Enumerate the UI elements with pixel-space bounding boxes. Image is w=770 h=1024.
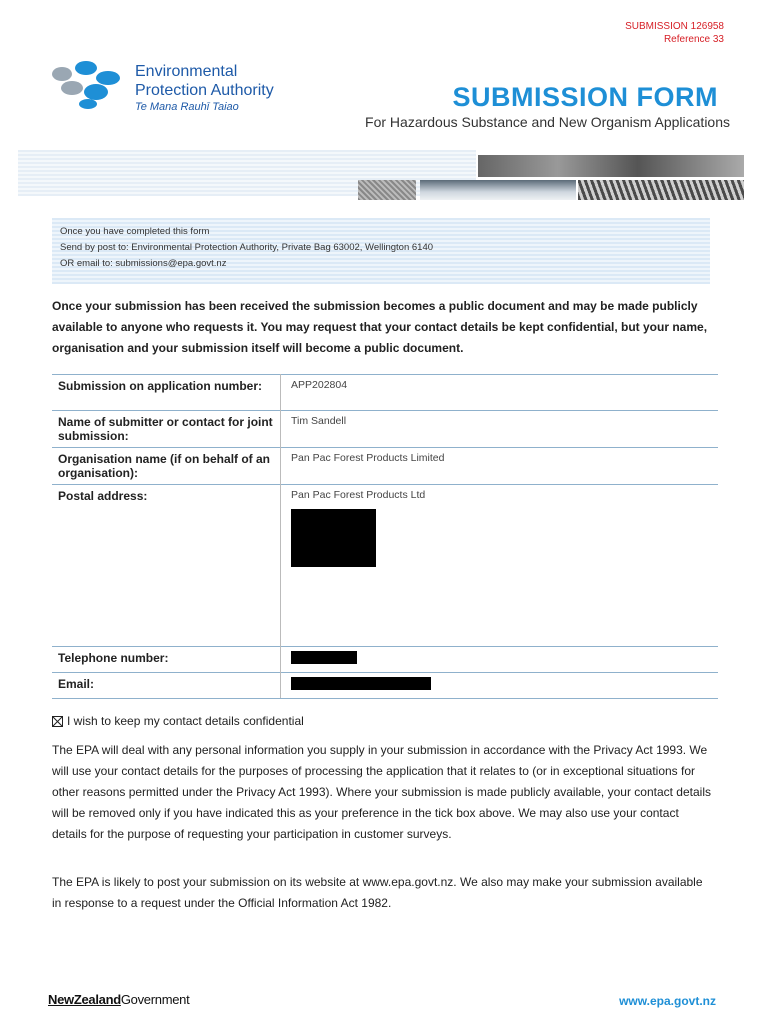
submitter-name-value[interactable]: Tim Sandell bbox=[281, 411, 719, 448]
submission-number: SUBMISSION 126958 bbox=[625, 21, 724, 32]
banner-fern-image bbox=[578, 180, 744, 200]
email-label: Email: bbox=[52, 673, 281, 699]
nz-government-logo-nz: NewZealand bbox=[48, 992, 121, 1007]
application-number-value[interactable]: APP202804 bbox=[281, 375, 719, 411]
email-field[interactable] bbox=[281, 673, 719, 699]
org-maori-name: Te Mana Rauhī Taiao bbox=[135, 101, 239, 113]
redacted-block bbox=[291, 651, 357, 664]
telephone-label: Telephone number: bbox=[52, 647, 281, 673]
org-name-line2: Protection Authority bbox=[135, 82, 274, 99]
table-row bbox=[52, 411, 718, 448]
table-row bbox=[52, 375, 718, 411]
instructions-email: OR email to: submissions@epa.govt.nz bbox=[60, 258, 227, 269]
confidential-label: I wish to keep my contact details confidential bbox=[67, 714, 304, 728]
postal-address-value: Pan Pac Forest Products Ltd bbox=[291, 489, 426, 501]
reference-number: Reference 33 bbox=[663, 34, 724, 45]
privacy-statement: The EPA will deal with any personal information you supply in your submission in accordance with the Privacy Act 1993. We will use your contact details for the purposes of processing the application that it relates to (or in exceptional situations for other reasons permitted under the Privacy Act 1993). Where your submission is made publicly available, your contact details will be removed only if you have indicated this as your preference in the tick box above. We may also use your contact details for the purpose of requesting your participation in customer surveys. bbox=[52, 743, 711, 841]
form-title: SUBMISSION FORM bbox=[452, 82, 718, 112]
submission-reference bbox=[625, 20, 724, 46]
nz-government-logo bbox=[48, 992, 189, 1007]
instructions-post: Send by post to: Environmental Protection Authority, Private Bag 63002, Wellington 6140 bbox=[60, 242, 434, 253]
website-publication-notice: The EPA is likely to post your submission on its website at www.epa.govt.nz. We also may make your submission available in response to a request under the Official Information Act 1982. bbox=[52, 875, 703, 910]
submitter-name-label: Name of submitter or contact for joint submission: bbox=[52, 411, 281, 448]
epa-website-link[interactable]: www.epa.govt.nz bbox=[619, 994, 716, 1008]
table-row bbox=[52, 673, 718, 699]
confidential-checkbox[interactable] bbox=[52, 716, 63, 727]
table-row bbox=[52, 448, 718, 485]
banner-landscape-image bbox=[478, 155, 744, 177]
banner-texture-image bbox=[358, 180, 416, 200]
redacted-block bbox=[291, 677, 431, 690]
table-row bbox=[52, 647, 718, 673]
postal-address-field[interactable] bbox=[281, 485, 719, 647]
confidential-option[interactable] bbox=[52, 714, 304, 728]
epa-logo-icon bbox=[48, 58, 128, 110]
organisation-value[interactable]: Pan Pac Forest Products Limited bbox=[281, 448, 719, 485]
public-document-notice: Once your submission has been received the submission becomes a public document and may be made publicly available to anyone who requests it. You may request that your contact details be kept confidential, but your name, organisation and your submission itself will become a public document. bbox=[52, 299, 708, 355]
form-subtitle: For Hazardous Substance and New Organism Applications bbox=[365, 114, 730, 130]
submission-instructions bbox=[52, 218, 710, 284]
table-row bbox=[52, 485, 718, 647]
submitter-details-table bbox=[52, 374, 718, 699]
org-name bbox=[135, 62, 274, 114]
application-number-label: Submission on application number: bbox=[52, 375, 281, 411]
redacted-block bbox=[291, 509, 376, 567]
postal-address-label: Postal address: bbox=[52, 485, 281, 647]
telephone-field[interactable] bbox=[281, 647, 719, 673]
instructions-heading: Once you have completed this form bbox=[60, 226, 210, 237]
organisation-label: Organisation name (if on behalf of an organisation): bbox=[52, 448, 281, 485]
nz-government-logo-word: Government bbox=[120, 992, 190, 1007]
banner-sky-image bbox=[420, 180, 576, 200]
org-name-line1: Environmental bbox=[135, 63, 238, 80]
